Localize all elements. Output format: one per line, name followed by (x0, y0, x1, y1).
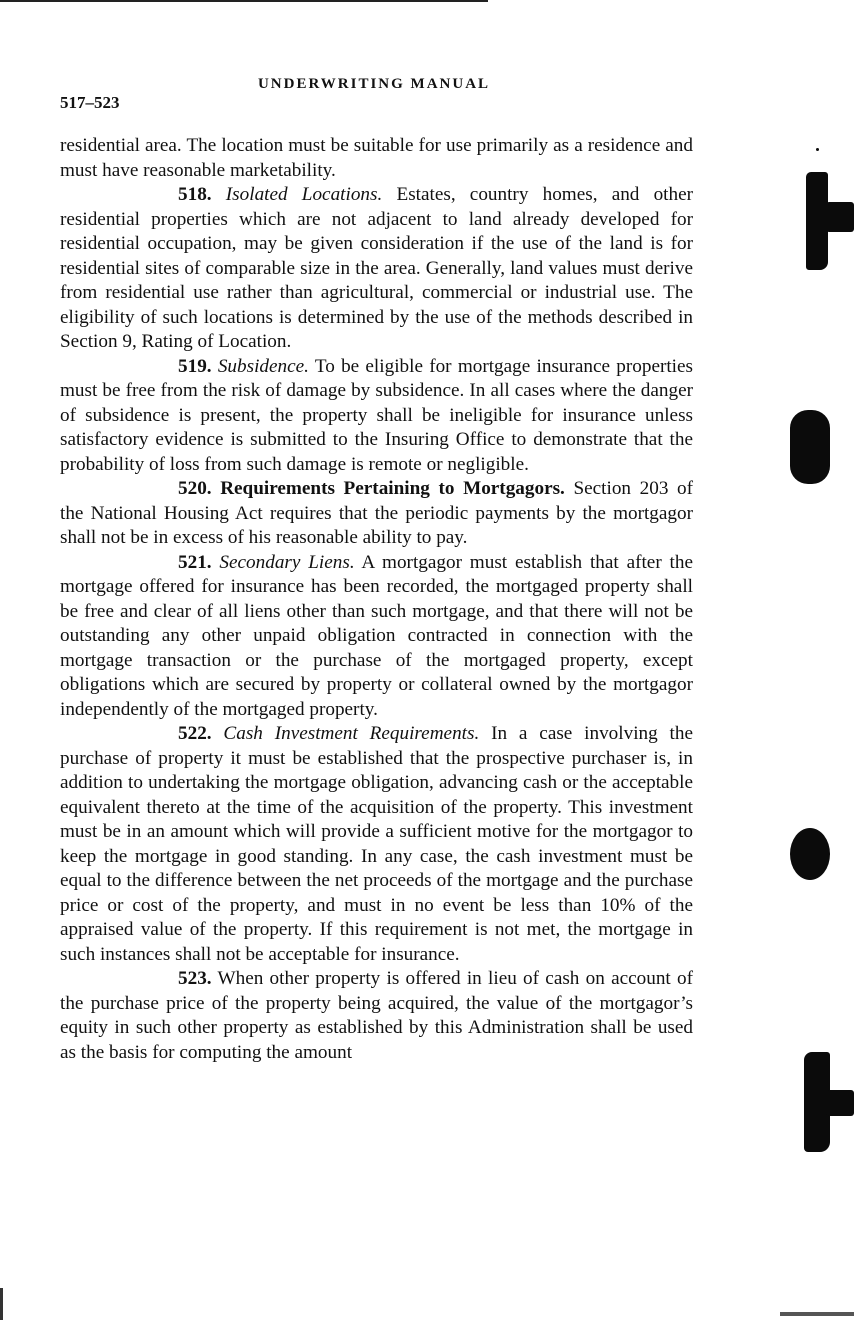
top-edge-rule (0, 0, 488, 2)
section-text: Section 203 of the National Housing Act requires that the periodic payments by the mortgagor shall not be in excess of his reasonable ability to pay. (60, 478, 693, 548)
section-title: Cash Investment Requirements. (223, 723, 480, 744)
paragraph-522 (60, 722, 693, 967)
section-text: A mortgagor must establish that after the mortgage offered for insurance has been recorded, the mortgaged property shall be free and clear of all liens other than such mortgage, and that there will not be outstanding any other unpaid obligation contracted in connection with the mortgage transaction or the purchase of the mortgaged property, except obligations which are secured by property or collateral owned by the mortgagor independently of the mortgaged property. (60, 551, 693, 720)
section-text: To be eligible for mortgage insurance properties must be free from the risk of damage by subsidence. In all cases where the danger of subsidence is present, the property shall be ineligible for insurance unless satisfactory evidence is submitted to the Insuring Office to demonstrate that the probability of loss from such damage is remote or negligible. (60, 355, 694, 475)
section-number: 519. (178, 355, 212, 377)
section-range: 517–523 (60, 93, 120, 112)
page-edge-left (0, 1288, 3, 1320)
scan-speck (816, 148, 819, 151)
binder-hole-mark (790, 410, 830, 484)
paragraph-523 (60, 967, 693, 1065)
binder-hole-mark (806, 172, 828, 270)
section-number: 520. (178, 478, 212, 499)
binder-hole-mark (826, 202, 854, 232)
paragraph-518 (60, 183, 693, 355)
page-body (60, 134, 693, 1065)
section-title: Requirements Pertaining to Mortgagors. (220, 478, 565, 499)
section-number: 522. (178, 723, 212, 744)
section-text: In a case involving the purchase of property it must be established that the prospective purchaser is, in addition to undertaking the mortgage obligation, advancing cash or the acceptable equivalent thereto at the time of the acquisition of the property. This investment must be in an amount which will provide a sufficient motive for the mortgagor to keep the mortgage in good standing. In any case, the cash investment must be equal to the difference between the net proceeds of the mortgage and the purchase price or cost of the property, and must in no event be less than 10% of the appraised value of the property. If this requirement is not met, the mortgage in such instances shall not be acceptable for insurance. (60, 723, 693, 965)
section-title: Subsidence. (217, 355, 309, 377)
section-number: 521. (178, 551, 212, 573)
paragraph-521 (60, 551, 693, 723)
binder-hole-mark (790, 828, 830, 880)
page-edge-bottom (780, 1312, 854, 1316)
paragraph-520 (60, 477, 693, 551)
section-text: When other property is offered in lieu of cash on account of the purchase price of the property being acquired, the value of the mortgagor’s equity in such other property as established by this Administration shall be used as the basis for computing the amount (60, 968, 693, 1063)
section-number: 523. (178, 968, 212, 989)
running-head: UNDERWRITING MANUAL (257, 76, 491, 92)
paragraph-517-continued: residential area. The location must be suitable for use primarily as a residence and must have reasonable marketability. (60, 135, 693, 181)
section-title: Isolated Locations. (225, 184, 383, 205)
section-number: 518. (178, 184, 212, 205)
section-title: Secondary Liens. (219, 551, 355, 573)
paragraph-519 (60, 355, 693, 478)
section-text: Estates, country homes, and other residential properties which are not adjacent to land already developed for residential occupation, may be given consideration if the use of the land is for residential sites of comparable size in the area. Generally, land values must derive from residential use rather than agricultural, commercial or industrial use. The eligibility of such locations is determined by the use of the methods described in Section 9, Rating of Location. (60, 184, 694, 352)
binder-hole-mark (826, 1090, 854, 1116)
